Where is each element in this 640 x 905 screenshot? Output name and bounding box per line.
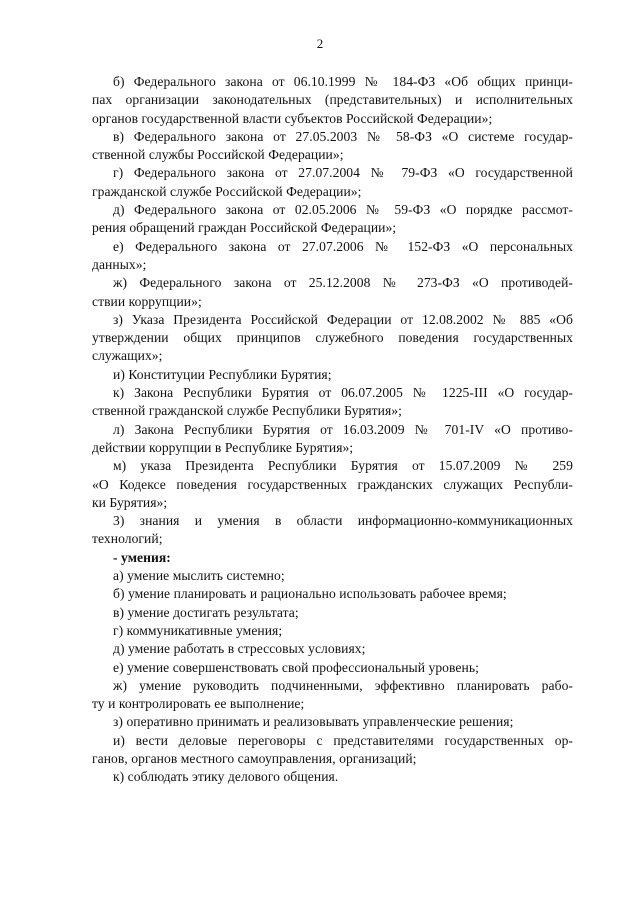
paragraph-skills-heading [92,549,573,567]
text-line: ствии коррупции»; [92,293,202,309]
text-line: органов государственной власти субъектов Российской Федерации»; [92,110,493,126]
text-line: пах организации законодательных (представительных) и исполнительных [92,92,573,108]
text-line: утверждении общих принципов служебного поведения государственных [92,330,573,346]
text-line: к) Закона Республики Бурятия от 06.07.2005 № 1225-III «О государ- [113,385,573,401]
document-body [92,73,573,787]
paragraph-item-3-it-knowledge [92,512,573,549]
text-line: ственной службы Российской Федерации»; [92,147,344,163]
text-line: ки Бурятия»; [92,494,168,510]
text-line: и) вести деловые переговоры с представителями государственных ор- [113,732,573,748]
paragraph-skill-z-decisions [92,713,573,731]
paragraph-skill-b-time-planning [92,585,573,603]
paragraph-item-b-federal-law-184 [92,73,573,128]
paragraph-skill-d-stress [92,640,573,658]
text-line: б) умение планировать и рационально использовать рабочее время; [113,586,507,602]
paragraph-skill-v-achieve-results [92,604,573,622]
paragraph-skill-a-systemic-thinking [92,567,573,585]
paragraph-item-zh-federal-law-273 [92,274,573,311]
text-line: е) Федерального закона от 27.07.2006 № 152-ФЗ «О персональных [113,238,573,254]
text-line: 3) знания и умения в области информационно-коммуникационных [113,513,573,529]
paragraph-item-d-federal-law-59 [92,201,573,238]
text-line: ту и контролировать ее выполнение; [92,696,305,712]
paragraph-item-m-buryatia-decree-259 [92,457,573,512]
paragraph-skill-k-business-ethics [92,768,573,786]
text-line: технологий; [92,531,163,547]
paragraph-item-g-federal-law-79 [92,164,573,201]
text-line: в) Федерального закона от 27.05.2003 № 58-ФЗ «О системе государ- [113,128,573,144]
text-line: л) Закона Республики Бурятия от 16.03.2009 № 701-IV «О противо- [113,421,573,437]
paragraph-skill-g-communication [92,622,573,640]
text-line: «О Кодексе поведения государственных гражданских служащих Республи- [92,476,573,492]
page-number: 2 [316,36,324,51]
text-line: з) Указа Президента Российской Федерации от 12.08.2002 № 885 «Об [113,311,573,327]
text-line: д) умение работать в стрессовых условиях; [113,641,366,657]
text-line: ж) умение руководить подчиненными, эффективно планировать рабо- [113,677,573,693]
text-line: б) Федерального закона от 06.10.1999 № 184-ФЗ «Об общих принци- [113,74,573,89]
text-line: гражданской службе Российской Федерации»; [92,183,362,199]
text-line: е) умение совершенствовать свой профессиональный уровень; [113,659,479,675]
text-line: а) умение мыслить системно; [113,568,285,584]
text-line: действии коррупции в Республике Бурятия»; [92,439,354,455]
paragraph-item-l-buryatia-law-701 [92,421,573,458]
paragraph-skill-e-professional-growth [92,659,573,677]
text-line: ственной гражданской службе Республики Бурятия»; [92,403,402,419]
text-line: г) коммуникативные умения; [113,622,283,638]
paragraph-item-k-buryatia-law-1225 [92,384,573,421]
text-line: г) Федерального закона от 27.07.2004 № 79-ФЗ «О государственной [113,165,573,181]
paragraph-item-i-constitution-buryatia [92,366,573,384]
paragraph-item-e-federal-law-152 [92,238,573,275]
text-line: з) оперативно принимать и реализовывать управленческие решения; [113,714,514,730]
text-line: м) указа Президента Республики Бурятия от 15.07.2009 № 259 [113,458,573,474]
paragraph-skill-i-negotiations [92,732,573,769]
text-line: д) Федерального закона от 02.05.2006 № 59-ФЗ «О порядке рассмот- [113,202,573,218]
paragraph-skill-zh-management [92,677,573,714]
text-line: служащих»; [92,348,163,364]
paragraph-item-v-federal-law-58 [92,128,573,165]
text-line: - умения: [113,549,171,565]
text-line: ж) Федерального закона от 25.12.2008 № 273-ФЗ «О противодей- [113,275,573,291]
text-line: ганов, органов местного самоуправления, организаций; [92,750,417,766]
text-line: в) умение достигать результата; [113,604,299,620]
text-line: данных»; [92,256,147,272]
text-line: к) соблюдать этику делового общения. [113,769,339,785]
text-line: рения обращений граждан Российской Федерации»; [92,220,397,236]
paragraph-item-z-presidential-decree-885 [92,311,573,366]
text-line: и) Конституции Республики Бурятия; [113,366,332,382]
